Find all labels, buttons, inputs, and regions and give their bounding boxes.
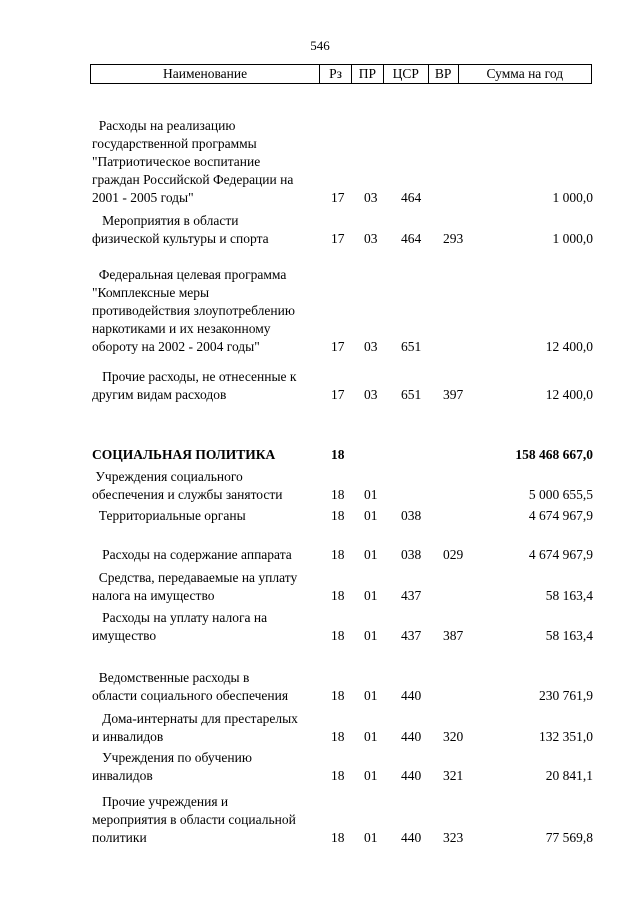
row-name-line: "Комплексные меры bbox=[92, 285, 210, 300]
row-rz: 17 bbox=[331, 190, 345, 205]
row-name-line: граждан Российской Федерации на bbox=[92, 172, 294, 187]
row-name-line: Расходы на реализацию bbox=[92, 118, 236, 133]
row-name-line: обеспечения и службы занятости bbox=[92, 487, 283, 502]
row-name-line: СОЦИАЛЬНАЯ ПОЛИТИКА bbox=[92, 447, 276, 462]
row-sum: 1 000,0 bbox=[552, 231, 593, 246]
row-csr: 651 bbox=[401, 387, 422, 402]
row-csr: 464 bbox=[401, 231, 422, 246]
row-pr: 03 bbox=[364, 387, 378, 402]
row-rz: 18 bbox=[331, 588, 345, 603]
row-vr: 320 bbox=[443, 729, 464, 744]
row-name-line: Учреждения социального bbox=[92, 469, 243, 484]
row-name-line: Прочие учреждения и bbox=[92, 794, 229, 809]
row-rz: 18 bbox=[331, 547, 345, 562]
row-name-line: Расходы на содержание аппарата bbox=[92, 547, 292, 562]
row-sum: 20 841,1 bbox=[545, 768, 593, 783]
row-csr: 437 bbox=[401, 628, 422, 643]
row-csr: 038 bbox=[401, 508, 422, 523]
row-sum: 58 163,4 bbox=[545, 628, 593, 643]
row-name-line: обороту на 2002 - 2004 годы" bbox=[92, 339, 260, 354]
page-number: 546 bbox=[310, 38, 330, 53]
row-name-line: другим видам расходов bbox=[92, 387, 227, 402]
row-name-line: инвалидов bbox=[92, 768, 153, 783]
row-sum: 132 351,0 bbox=[539, 729, 593, 744]
row-csr: 440 bbox=[401, 768, 422, 783]
row-pr: 03 bbox=[364, 190, 378, 205]
header-name: Наименование bbox=[162, 66, 248, 82]
row-pr: 01 bbox=[364, 547, 378, 562]
row-name-line: Дома-интернаты для престарелых bbox=[92, 711, 298, 726]
row-vr: 323 bbox=[443, 830, 464, 845]
header-csr: ЦСР bbox=[383, 65, 428, 83]
row-name-line: Федеральная целевая программа bbox=[92, 267, 287, 282]
header-vr: ВР bbox=[428, 65, 458, 83]
row-vr: 293 bbox=[443, 231, 464, 246]
row-name-line: политики bbox=[92, 830, 147, 845]
row-sum: 5 000 655,5 bbox=[528, 487, 593, 502]
row-name-line: 2001 - 2005 годы" bbox=[92, 190, 194, 205]
row-pr: 01 bbox=[364, 628, 378, 643]
row-rz: 18 bbox=[331, 447, 345, 462]
row-name-line: физической культуры и спорта bbox=[92, 231, 269, 246]
row-name-line: мероприятия в области социальной bbox=[92, 812, 296, 827]
header-rz: Рз bbox=[319, 65, 351, 83]
row-name bbox=[92, 793, 332, 847]
row-pr: 01 bbox=[364, 688, 378, 703]
row-pr: 01 bbox=[364, 508, 378, 523]
row-pr: 01 bbox=[364, 487, 378, 502]
row-name-line: наркотиками и их незаконному bbox=[92, 321, 271, 336]
row-name-line: Прочие расходы, не отнесенные к bbox=[92, 369, 297, 384]
row-rz: 17 bbox=[331, 339, 345, 354]
row-name-line: противодействия злоупотреблению bbox=[92, 303, 295, 318]
row-sum: 1 000,0 bbox=[552, 190, 593, 205]
row-pr: 01 bbox=[364, 588, 378, 603]
row-name-line: "Патриотическое воспитание bbox=[92, 154, 261, 169]
row-sum: 158 468 667,0 bbox=[515, 447, 593, 462]
row-csr: 440 bbox=[401, 729, 422, 744]
row-name-line: и инвалидов bbox=[92, 729, 164, 744]
row-rz: 18 bbox=[331, 628, 345, 643]
row-csr: 464 bbox=[401, 190, 422, 205]
row-name-line: области социального обеспечения bbox=[92, 688, 289, 703]
row-pr: 01 bbox=[364, 768, 378, 783]
row-csr: 437 bbox=[401, 588, 422, 603]
row-name-line: налога на имущество bbox=[92, 588, 215, 603]
row-rz: 17 bbox=[331, 231, 345, 246]
row-rz: 18 bbox=[331, 508, 345, 523]
row-csr: 440 bbox=[401, 830, 422, 845]
row-vr: 029 bbox=[443, 547, 464, 562]
row-name-line: Средства, передаваемые на уплату bbox=[92, 570, 298, 585]
row-name-line: Учреждения по обучению bbox=[92, 750, 252, 765]
row-pr: 03 bbox=[364, 339, 378, 354]
row-vr: 387 bbox=[443, 628, 464, 643]
row-sum: 4 674 967,9 bbox=[528, 508, 593, 523]
row-rz: 18 bbox=[331, 688, 345, 703]
row-vr: 397 bbox=[443, 387, 464, 402]
row-pr: 03 bbox=[364, 231, 378, 246]
row-name-line: Расходы на уплату налога на bbox=[92, 610, 268, 625]
header-pr: ПР bbox=[351, 65, 383, 83]
row-sum: 230 761,9 bbox=[539, 688, 593, 703]
row-name-line: Территориальные органы bbox=[92, 508, 246, 523]
row-rz: 17 bbox=[331, 387, 345, 402]
row-sum: 58 163,4 bbox=[545, 588, 593, 603]
row-name-line: Мероприятия в области bbox=[92, 213, 239, 228]
row-vr: 321 bbox=[443, 768, 464, 783]
row-rz: 18 bbox=[331, 487, 345, 502]
row-pr: 01 bbox=[364, 830, 378, 845]
header-sum: Сумма на год bbox=[458, 65, 591, 83]
row-rz: 18 bbox=[331, 768, 345, 783]
row-name-line: Ведомственные расходы в bbox=[92, 670, 250, 685]
row-csr: 440 bbox=[401, 688, 422, 703]
row-sum: 4 674 967,9 bbox=[528, 547, 593, 562]
row-name-line: имущество bbox=[92, 628, 157, 643]
row-sum: 12 400,0 bbox=[545, 387, 593, 402]
row-rz: 18 bbox=[331, 830, 345, 845]
row-sum: 12 400,0 bbox=[545, 339, 593, 354]
row-pr: 01 bbox=[364, 729, 378, 744]
row-rz: 18 bbox=[331, 729, 345, 744]
row-csr: 038 bbox=[401, 547, 422, 562]
row-name-line: государственной программы bbox=[92, 136, 257, 151]
row-sum: 77 569,8 bbox=[545, 830, 593, 845]
row-csr: 651 bbox=[401, 339, 422, 354]
